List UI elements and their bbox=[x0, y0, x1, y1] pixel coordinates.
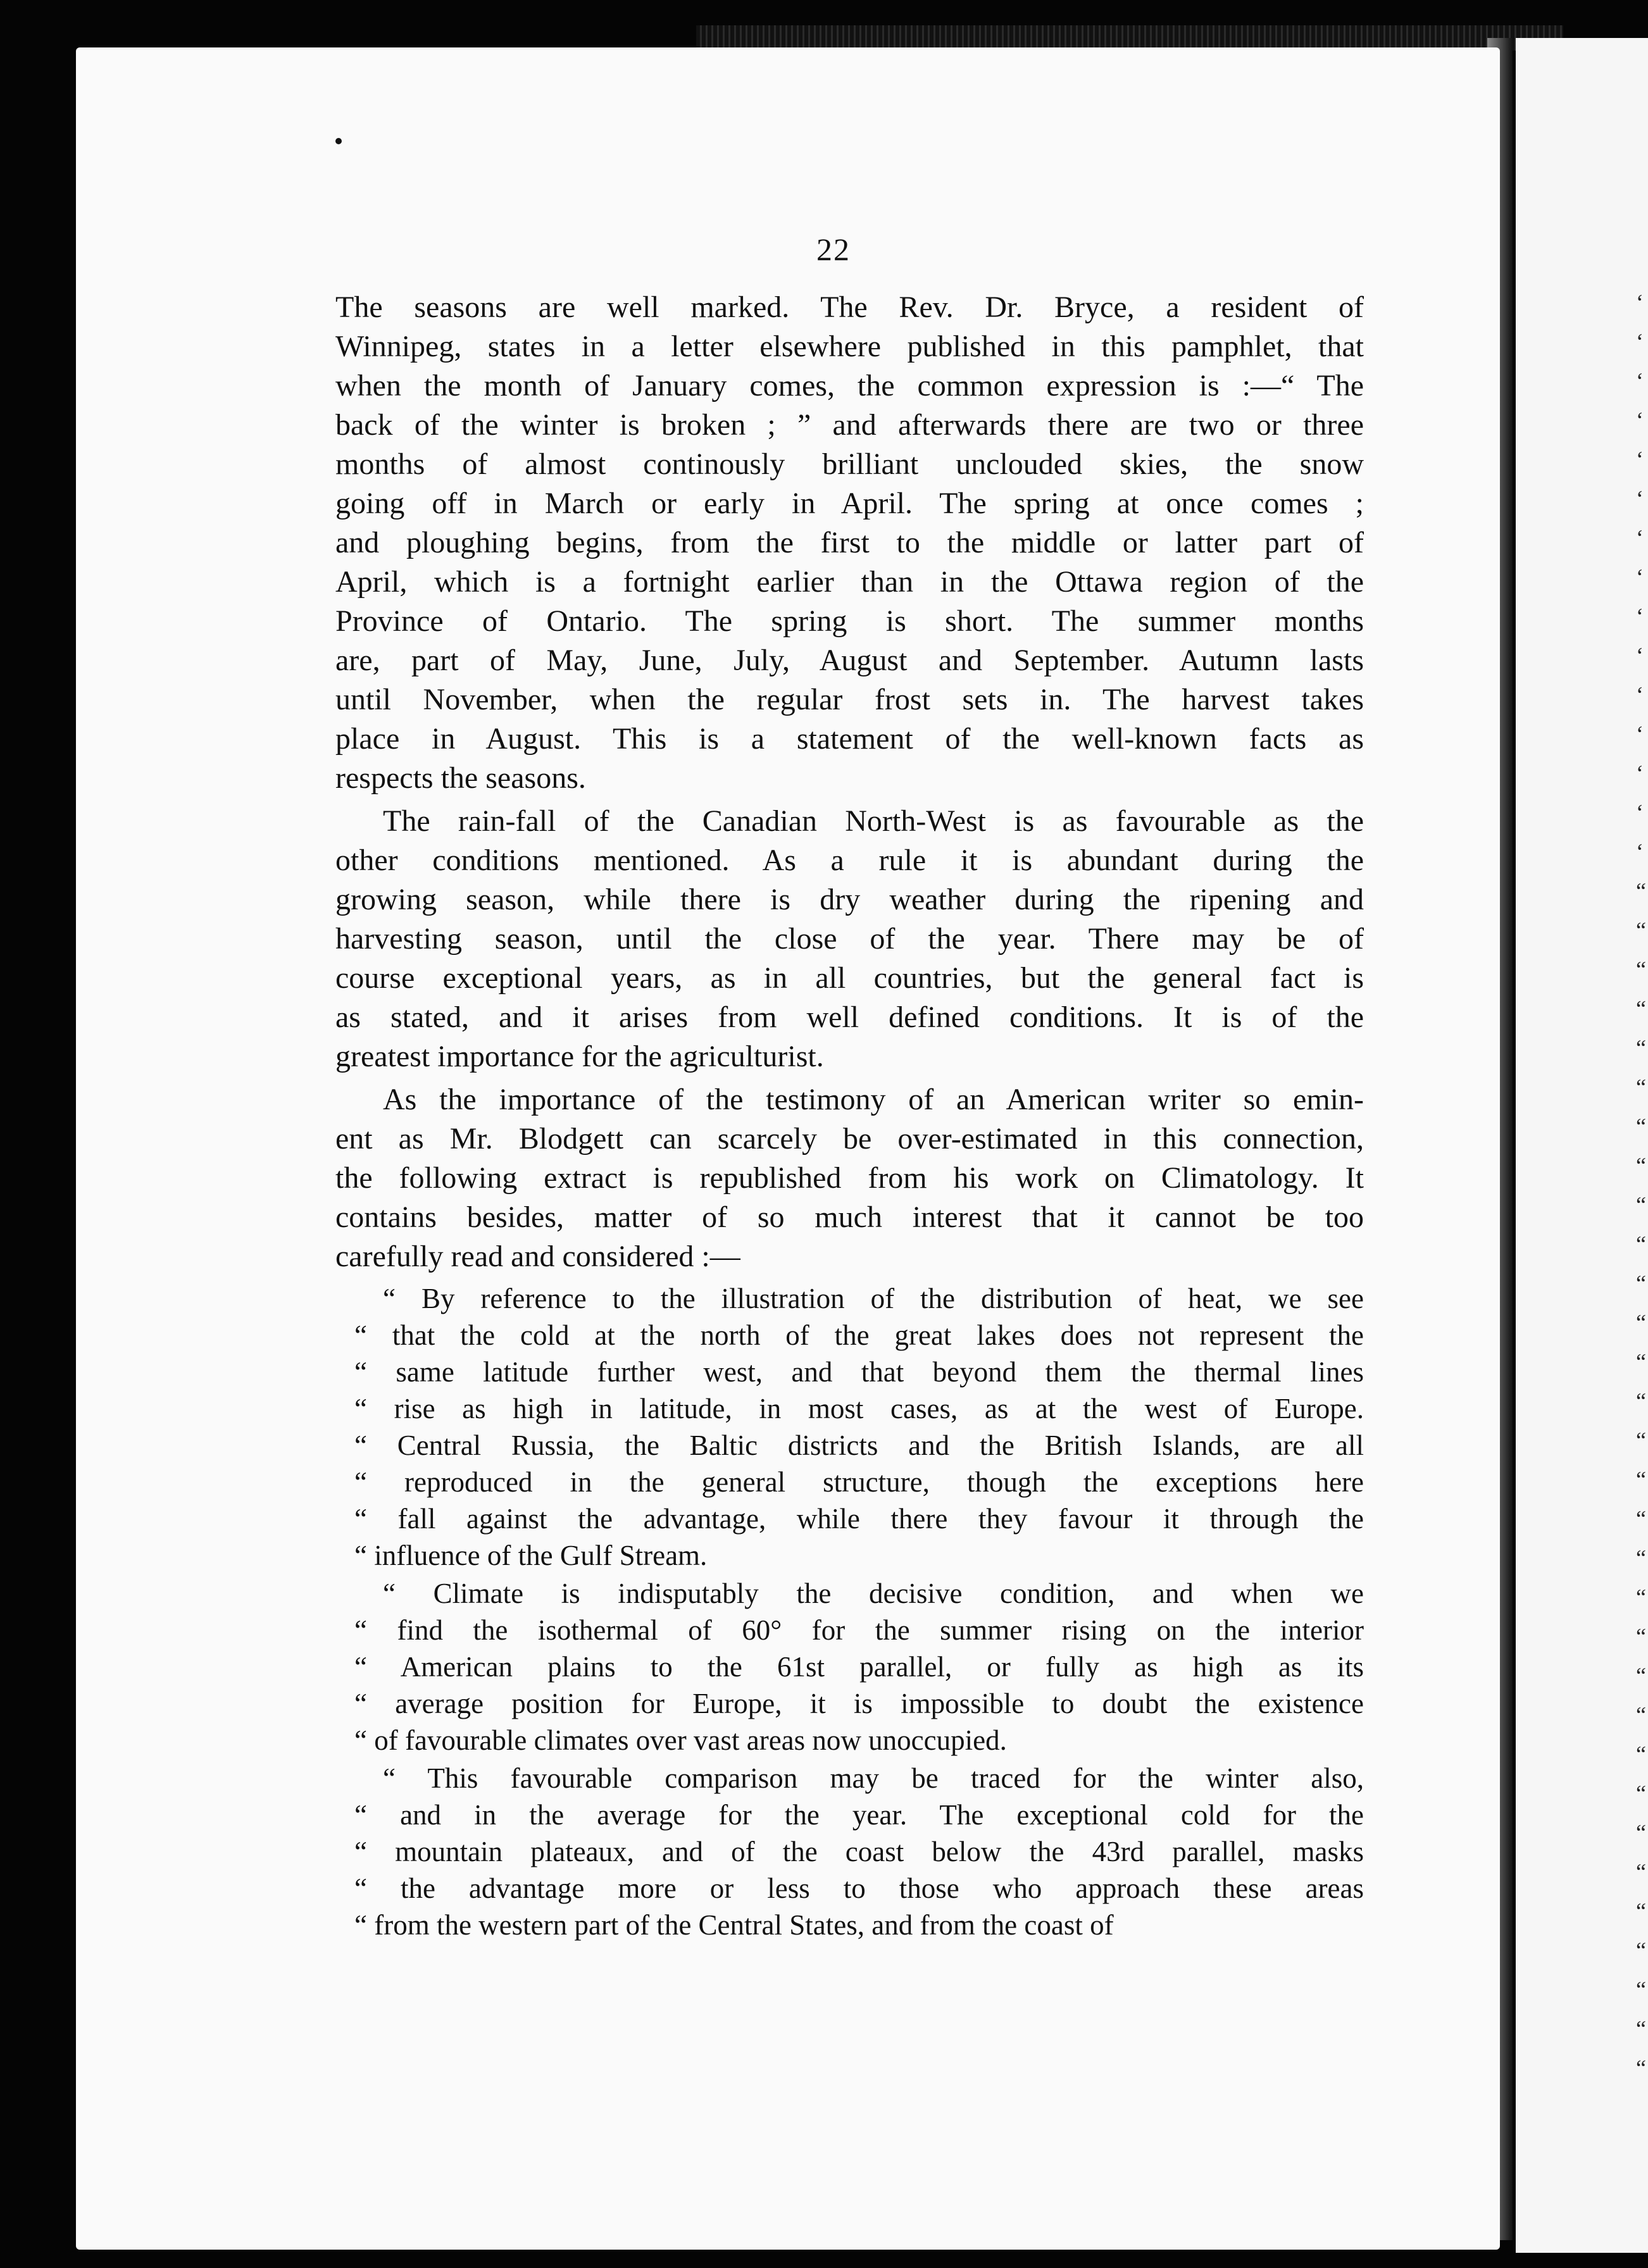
facing-page-quote-mark: “ bbox=[1636, 996, 1646, 1021]
text-line: greatest importance for the agriculturist. bbox=[335, 1040, 824, 1073]
ink-speck bbox=[335, 138, 342, 144]
quote-line: “ reproduced in the general structure, though the exceptions here bbox=[354, 1466, 1364, 1498]
text-line: when the month of January comes, the common expression is :—“ The bbox=[335, 369, 1364, 402]
facing-page-quote-mark: ‘ bbox=[1636, 290, 1644, 315]
text-line: April, which is a fortnight earlier than in the Ottawa region of the bbox=[335, 565, 1364, 599]
facing-page-quote-mark: ‘ bbox=[1636, 761, 1644, 786]
text-line: course exceptional years, as in all countries, but the general fact is bbox=[335, 961, 1364, 995]
facing-page-quote-mark: “ bbox=[1636, 1310, 1646, 1335]
text-line: ent as Mr. Blodgett can scarcely be over-estimated in this connection, bbox=[335, 1122, 1364, 1156]
text-line: contains besides, matter of so much interest that it cannot be too bbox=[335, 1200, 1364, 1234]
text-line: the following extract is republished from his work on Climatology. It bbox=[335, 1161, 1364, 1195]
facing-page-quote-mark: “ bbox=[1636, 1428, 1646, 1453]
quote-line: “ This favourable comparison may be traced for the winter also, bbox=[383, 1762, 1364, 1794]
quote-line: “ American plains to the 61st parallel, or fully as high as its bbox=[354, 1651, 1364, 1683]
facing-page-quote-mark: “ bbox=[1636, 1820, 1646, 1845]
text-line: other conditions mentioned. As a rule it is abundant during the bbox=[335, 844, 1364, 877]
text-line: months of almost continously brilliant unclouded skies, the snow bbox=[335, 447, 1364, 481]
facing-page-quote-mark: “ bbox=[1636, 1702, 1646, 1728]
facing-page-quote-mark: “ bbox=[1636, 1585, 1646, 1610]
facing-page-quote-mark: ‘ bbox=[1636, 839, 1644, 864]
facing-page-quote-mark: “ bbox=[1636, 957, 1646, 982]
text-line: are, part of May, June, July, August and September. Autumn lasts bbox=[335, 644, 1364, 677]
facing-page-quote-mark: ‘ bbox=[1636, 368, 1644, 394]
facing-page-quote-mark: “ bbox=[1636, 1781, 1646, 1806]
facing-page-quote-mark: ‘ bbox=[1636, 643, 1644, 668]
facing-page-quote-mark: “ bbox=[1636, 1035, 1646, 1061]
facing-page-quote-mark: “ bbox=[1636, 1271, 1646, 1296]
quote-line: “ find the isothermal of 60° for the summer rising on the interior bbox=[354, 1614, 1364, 1646]
facing-page-quote-mark: “ bbox=[1636, 1938, 1646, 1963]
facing-page-quote-mark: “ bbox=[1636, 1624, 1646, 1649]
text-line: until November, when the regular frost sets in. The harvest takes bbox=[335, 683, 1364, 716]
facing-page-quote-mark: “ bbox=[1636, 1545, 1646, 1571]
facing-page-quote-mark: “ bbox=[1636, 918, 1646, 943]
facing-page-quote-mark: “ bbox=[1636, 1153, 1646, 1178]
quote-line: “ of favourable climates over vast areas now unoccupied. bbox=[354, 1724, 1007, 1756]
quote-line: “ Central Russia, the Baltic districts and the British Islands, are all bbox=[354, 1430, 1364, 1461]
facing-page-quote-mark: “ bbox=[1636, 2055, 1646, 2081]
facing-page-quote-mark: ‘ bbox=[1636, 408, 1644, 433]
facing-page-quote-mark: ‘ bbox=[1636, 329, 1644, 354]
text-line: As the importance of the testimony of an American writer so emin- bbox=[383, 1083, 1364, 1116]
text-line: and ploughing begins, from the first to the middle or latter part of bbox=[335, 526, 1364, 559]
facing-page-quote-mark: “ bbox=[1636, 1349, 1646, 1374]
facing-page-quote-mark: ‘ bbox=[1636, 800, 1644, 825]
text-line: place in August. This is a statement of the well-known facts as bbox=[335, 722, 1364, 756]
facing-page-quote-mark: “ bbox=[1636, 1859, 1646, 1885]
text-line: Province of Ontario. The spring is short. The summer months bbox=[335, 604, 1364, 638]
facing-page-quote-mark: “ bbox=[1636, 1075, 1646, 1100]
text-line: going off in March or early in April. The spring at once comes ; bbox=[335, 487, 1364, 520]
facing-page-quote-mark: ‘ bbox=[1636, 486, 1644, 511]
facing-page-quote-mark: “ bbox=[1636, 1663, 1646, 1688]
quote-line: “ influence of the Gulf Stream. bbox=[354, 1540, 708, 1571]
text-line: harvesting season, until the close of the year. There may be of bbox=[335, 922, 1364, 956]
quote-line: “ and in the average for the year. The exceptional cold for the bbox=[354, 1799, 1364, 1831]
facing-page-quote-mark: “ bbox=[1636, 1231, 1646, 1257]
facing-page-quote-mark: “ bbox=[1636, 1898, 1646, 1924]
facing-page-quote-mark: ‘ bbox=[1636, 682, 1644, 707]
facing-page-edge bbox=[1516, 38, 1648, 2253]
facing-page-quote-mark: “ bbox=[1636, 1977, 1646, 2002]
quote-line: “ By reference to the illustration of the distribution of heat, we see bbox=[383, 1283, 1364, 1314]
quote-line: “ fall against the advantage, while there they favour it through the bbox=[354, 1503, 1364, 1535]
facing-page-quote-mark: “ bbox=[1636, 878, 1646, 904]
facing-page-quote-mark: ‘ bbox=[1636, 604, 1644, 629]
quote-line: “ same latitude further west, and that beyond them the thermal lines bbox=[354, 1356, 1364, 1388]
facing-page-quote-mark: ‘ bbox=[1636, 564, 1644, 590]
page-number: 22 bbox=[816, 232, 851, 267]
quote-line: “ rise as high in latitude, in most cases, as at the west of Europe. bbox=[354, 1393, 1364, 1424]
quote-line: “ from the western part of the Central States, and from the coast of bbox=[354, 1909, 1114, 1941]
text-line: carefully read and considered :— bbox=[335, 1240, 740, 1273]
facing-page-quote-mark: “ bbox=[1636, 1467, 1646, 1492]
text-line: as stated, and it arises from well defined conditions. It is of the bbox=[335, 1000, 1364, 1034]
quote-line: “ Climate is indisputably the decisive condition, and when we bbox=[383, 1578, 1364, 1609]
text-line: back of the winter is broken ; ” and afterwards there are two or three bbox=[335, 408, 1364, 442]
text-line: Winnipeg, states in a letter elsewhere published in this pamphlet, that bbox=[335, 330, 1364, 363]
quote-line: “ the advantage more or less to those who approach these areas bbox=[354, 1872, 1364, 1904]
facing-page-quote-mark: “ bbox=[1636, 2016, 1646, 2041]
text-line: growing season, while there is dry weather during the ripening and bbox=[335, 883, 1364, 916]
facing-page-quote-mark: ‘ bbox=[1636, 525, 1644, 551]
quote-line: “ average position for Europe, it is impossible to doubt the existence bbox=[354, 1688, 1364, 1719]
scan-top-strip bbox=[696, 25, 1563, 51]
facing-page-quote-mark: “ bbox=[1636, 1192, 1646, 1218]
facing-page-quote-mark: “ bbox=[1636, 1742, 1646, 1767]
text-line: The seasons are well marked. The Rev. Dr. Bryce, a resident of bbox=[335, 290, 1364, 324]
text-line: respects the seasons. bbox=[335, 761, 586, 795]
quote-line: “ mountain plateaux, and of the coast below the 43rd parallel, masks bbox=[354, 1836, 1364, 1867]
facing-page-quote-mark: “ bbox=[1636, 1388, 1646, 1414]
facing-page-quote-mark: ‘ bbox=[1636, 447, 1644, 472]
text-line: The rain-fall of the Canadian North-West is as favourable as the bbox=[383, 804, 1364, 838]
facing-page-quote-mark: “ bbox=[1636, 1506, 1646, 1531]
facing-page-quote-mark: ‘ bbox=[1636, 721, 1644, 747]
facing-page-quote-mark: “ bbox=[1636, 1114, 1646, 1139]
quote-line: “ that the cold at the north of the great lakes does not represent the bbox=[354, 1319, 1364, 1351]
